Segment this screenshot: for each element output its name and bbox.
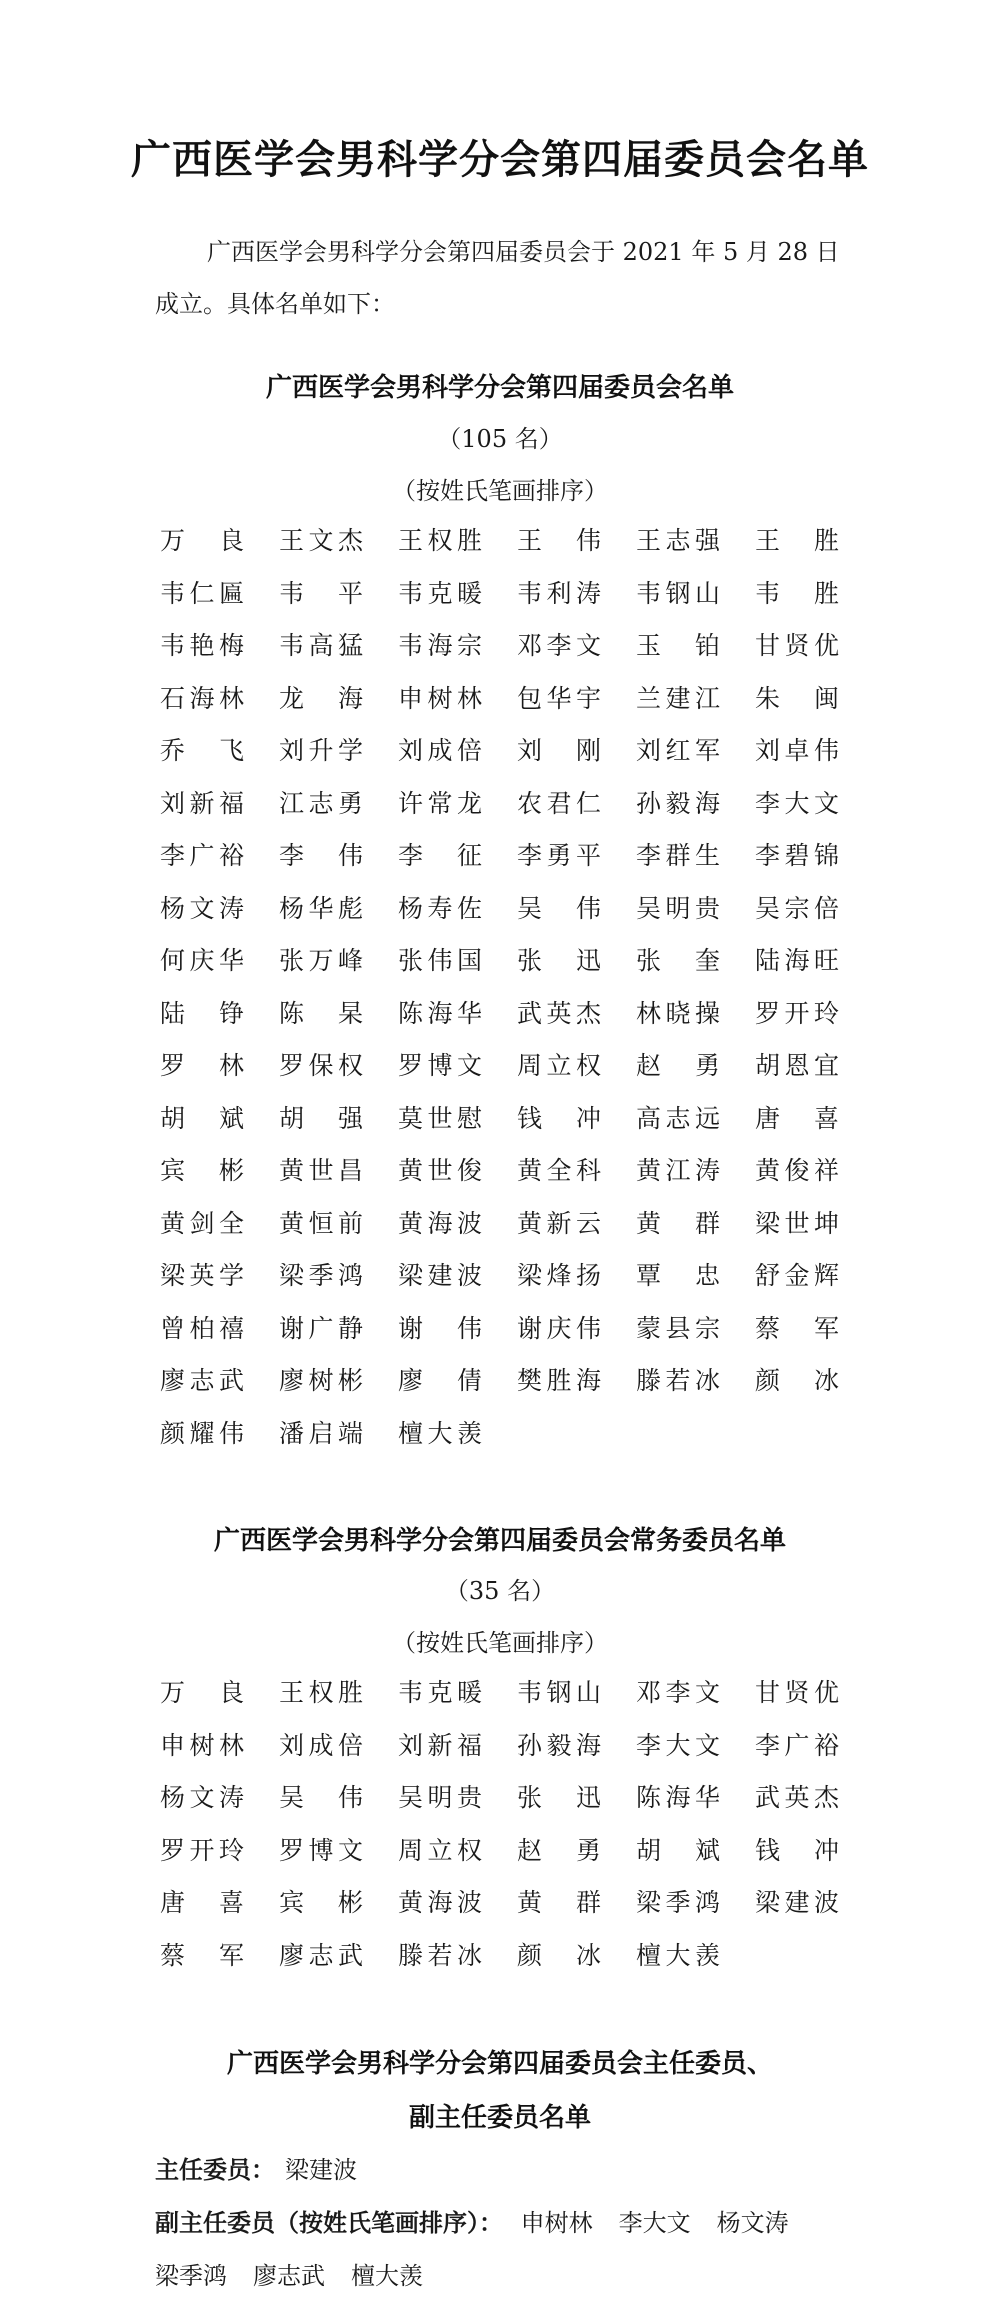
- vice-chair-label: 副主任委员（按姓氏笔画排序）：: [155, 2209, 503, 2237]
- member-name: 罗博文: [398, 1051, 482, 1080]
- member-name: 罗保权: [279, 1051, 363, 1080]
- member-name: 蔡军: [755, 1313, 839, 1343]
- member-name: 潘启端: [279, 1418, 363, 1448]
- member-name: 乔飞: [160, 736, 244, 765]
- member-name: 梁世坤: [755, 1208, 839, 1238]
- member-name: 蔡军: [160, 1940, 244, 1970]
- member-name: 曾柏禧: [160, 1313, 244, 1343]
- member-name: 梁季鸿: [279, 1261, 363, 1290]
- member-name: 周立权: [398, 1835, 482, 1865]
- member-name: 黄新云: [517, 1208, 601, 1238]
- member-name: 黄恒前: [279, 1208, 363, 1238]
- member-name: 张伟国: [398, 946, 482, 975]
- member-name: 许常龙: [398, 788, 482, 818]
- member-name: 赵勇: [517, 1835, 601, 1865]
- member-name: 黄群: [636, 1208, 720, 1238]
- member-name: 韦胜: [755, 578, 839, 608]
- standing-count: （35 名）: [444, 1577, 556, 1605]
- member-name: 石海林: [160, 683, 244, 713]
- member-name: 林晓操: [636, 998, 720, 1028]
- member-name: 钱冲: [517, 1103, 601, 1133]
- vice-chair-name: 杨文涛: [716, 2209, 789, 2237]
- member-name: 莫世慰: [398, 1103, 482, 1133]
- member-name: 梁烽扬: [517, 1261, 601, 1290]
- vice-chair-name: 李大文: [618, 2209, 691, 2237]
- member-name: 杨寿佐: [398, 893, 482, 923]
- member-name: 谢庆伟: [517, 1313, 601, 1343]
- member-name: 黄世俊: [398, 1156, 482, 1185]
- member-name: 钱冲: [755, 1835, 839, 1865]
- member-name: 刘成倍: [398, 736, 482, 765]
- member-name: 檀大羡: [398, 1418, 482, 1448]
- member-name: 罗博文: [279, 1835, 363, 1865]
- member-name: 黄群: [517, 1888, 601, 1917]
- member-name: 黄剑全: [160, 1208, 244, 1238]
- member-name: 万良: [160, 526, 244, 555]
- member-name: 武英杰: [755, 1783, 839, 1812]
- member-name: 胡斌: [636, 1835, 720, 1865]
- vice-chair-name: 廖志武: [253, 2262, 325, 2290]
- member-name: 梁季鸿: [636, 1888, 720, 1917]
- member-name: 朱闽: [755, 683, 839, 713]
- member-name: 韦高猛: [279, 631, 363, 660]
- leaders-title-line-2: 副主任委员名单: [408, 2103, 591, 2133]
- member-name: 王志强: [636, 526, 720, 555]
- intro-line-1: 广西医学会男科学分会第四届委员会于 2021 年 5 月 28 日: [207, 238, 840, 266]
- member-name: 李碧锦: [755, 841, 839, 870]
- member-name: 黄江涛: [636, 1156, 720, 1185]
- member-name: 陆铮: [160, 998, 244, 1028]
- member-name: 吴明贵: [636, 893, 720, 923]
- member-name: 陆海旺: [755, 946, 839, 975]
- member-name: 李大文: [755, 788, 839, 818]
- standing-name-grid: [160, 1667, 860, 1982]
- committee-name-grid: [160, 515, 860, 1460]
- member-name: 胡强: [279, 1103, 363, 1133]
- member-name: 李勇平: [517, 841, 601, 870]
- member-name: 谢广静: [279, 1313, 363, 1343]
- member-name: 韦平: [279, 578, 363, 608]
- chair-name: 梁建波: [285, 2156, 357, 2184]
- member-name: 蒙县宗: [636, 1313, 720, 1343]
- member-name: 李群生: [636, 841, 720, 870]
- standing-title: 广西医学会男科学分会第四届委员会常务委员名单: [213, 1526, 786, 1556]
- member-name: 罗开玲: [160, 1835, 244, 1865]
- member-name: 廖树彬: [279, 1366, 363, 1395]
- member-name: 廖志武: [279, 1940, 363, 1970]
- member-name: 唐喜: [160, 1888, 244, 1917]
- member-name: 包华宇: [517, 683, 601, 713]
- member-name: 胡斌: [160, 1103, 244, 1133]
- member-name: 韦仁匾: [160, 578, 244, 608]
- member-name: 梁建波: [398, 1261, 482, 1290]
- member-name: 王胜: [755, 526, 839, 555]
- member-name: 邓李文: [517, 631, 601, 660]
- vice-chair-row-2: [155, 2256, 449, 2291]
- leaders-title-line-1: 广西医学会男科学分会第四届委员会主任委员、: [226, 2049, 773, 2079]
- member-name: 兰建江: [636, 683, 720, 713]
- vice-chair-name: 梁季鸿: [155, 2262, 227, 2290]
- member-name: 甘贤优: [755, 631, 839, 660]
- member-name: 张迅: [517, 946, 601, 975]
- member-name: 申树林: [160, 1730, 244, 1760]
- member-name: 黄俊祥: [755, 1156, 839, 1185]
- member-name: 李广裕: [755, 1730, 839, 1760]
- member-name: 武英杰: [517, 998, 601, 1028]
- member-name: 韦艳梅: [160, 631, 244, 660]
- chair-label: 主任委员：: [155, 2156, 275, 2184]
- member-name: 唐喜: [755, 1103, 839, 1133]
- member-name: 宾彬: [160, 1156, 244, 1185]
- member-name: 罗林: [160, 1051, 244, 1080]
- member-name: 何庆华: [160, 946, 244, 975]
- member-name: 梁建波: [755, 1888, 839, 1917]
- member-name: 颜冰: [755, 1366, 839, 1395]
- member-name: 韦利涛: [517, 578, 601, 608]
- member-name: 檀大羡: [636, 1940, 720, 1970]
- vice-chair-row: [155, 2203, 815, 2238]
- vice-chair-name: 檀大羡: [351, 2262, 423, 2290]
- member-name: 周立权: [517, 1051, 601, 1080]
- member-name: 陈杲: [279, 998, 363, 1028]
- member-name: 张迅: [517, 1783, 601, 1812]
- member-name: 舒金辉: [755, 1261, 839, 1290]
- member-name: 谢伟: [398, 1313, 482, 1343]
- member-name: 颜冰: [517, 1940, 601, 1970]
- member-name: 陈海华: [398, 998, 482, 1028]
- member-name: 邓李文: [636, 1678, 720, 1707]
- committee-title: 广西医学会男科学分会第四届委员会名单: [265, 373, 734, 403]
- member-name: 廖志武: [160, 1366, 244, 1395]
- member-name: 吴明贵: [398, 1783, 482, 1812]
- member-name: 李伟: [279, 841, 363, 870]
- chair-row: [155, 2150, 357, 2185]
- member-name: 韦海宗: [398, 631, 482, 660]
- member-name: 杨文涛: [160, 893, 244, 923]
- vice-chair-name: 申树林: [520, 2209, 593, 2237]
- member-name: 黄全科: [517, 1156, 601, 1185]
- member-name: 韦钢山: [517, 1678, 601, 1707]
- member-name: 黄海波: [398, 1208, 482, 1238]
- member-name: 高志远: [636, 1103, 720, 1133]
- member-name: 申树林: [398, 683, 482, 713]
- member-name: 刘升学: [279, 736, 363, 765]
- member-name: 梁英学: [160, 1261, 244, 1290]
- committee-order-note: （按姓氏笔画排序）: [392, 477, 608, 505]
- member-name: 孙毅海: [517, 1730, 601, 1760]
- member-name: 孙毅海: [636, 788, 720, 818]
- member-name: 李广裕: [160, 841, 244, 870]
- member-name: 滕若冰: [398, 1940, 482, 1970]
- member-name: 王文杰: [279, 526, 363, 555]
- member-name: 韦钢山: [636, 578, 720, 608]
- member-name: 颜耀伟: [160, 1418, 244, 1448]
- member-name: 韦克暖: [398, 578, 482, 608]
- member-name: 甘贤优: [755, 1678, 839, 1707]
- member-name: 廖倩: [398, 1366, 482, 1395]
- member-name: 罗开玲: [755, 998, 839, 1028]
- member-name: 李大文: [636, 1730, 720, 1760]
- member-name: 刘刚: [517, 736, 601, 765]
- member-name: 赵勇: [636, 1051, 720, 1080]
- member-name: 李征: [398, 841, 482, 870]
- member-name: 胡恩宜: [755, 1051, 839, 1080]
- member-name: 万良: [160, 1678, 244, 1707]
- standing-order-note: （按姓氏笔画排序）: [392, 1629, 608, 1657]
- member-name: 玉铂: [636, 631, 720, 660]
- member-name: 农君仁: [517, 788, 601, 818]
- member-name: 张万峰: [279, 946, 363, 975]
- member-name: 杨华彪: [279, 893, 363, 923]
- member-name: 吴伟: [279, 1783, 363, 1812]
- member-name: 王权胜: [279, 1678, 363, 1707]
- member-name: 韦克暖: [398, 1678, 482, 1707]
- member-name: 黄海波: [398, 1888, 482, 1917]
- member-name: 宾彬: [279, 1888, 363, 1917]
- member-name: 杨文涛: [160, 1783, 244, 1812]
- member-name: 吴宗倍: [755, 893, 839, 923]
- committee-count: （105 名）: [437, 425, 563, 453]
- member-name: 陈海华: [636, 1783, 720, 1812]
- member-name: 滕若冰: [636, 1366, 720, 1395]
- page-title: 广西医学会男科学分会第四届委员会名单: [131, 137, 869, 183]
- member-name: 王伟: [517, 526, 601, 555]
- member-name: 樊胜海: [517, 1366, 601, 1395]
- member-name: 张奎: [636, 946, 720, 975]
- member-name: 刘新福: [398, 1730, 482, 1760]
- member-name: 吴伟: [517, 893, 601, 923]
- intro-paragraph: [155, 226, 855, 330]
- member-name: 刘成倍: [279, 1730, 363, 1760]
- member-name: 龙海: [279, 683, 363, 713]
- member-name: 王权胜: [398, 526, 482, 555]
- member-name: 江志勇: [279, 788, 363, 818]
- intro-line-2: 成立。具体名单如下：: [155, 290, 395, 318]
- member-name: 覃忠: [636, 1261, 720, 1290]
- member-name: 刘卓伟: [755, 736, 839, 765]
- member-name: 刘红军: [636, 736, 720, 765]
- member-name: 黄世昌: [279, 1156, 363, 1185]
- member-name: 刘新福: [160, 788, 244, 818]
